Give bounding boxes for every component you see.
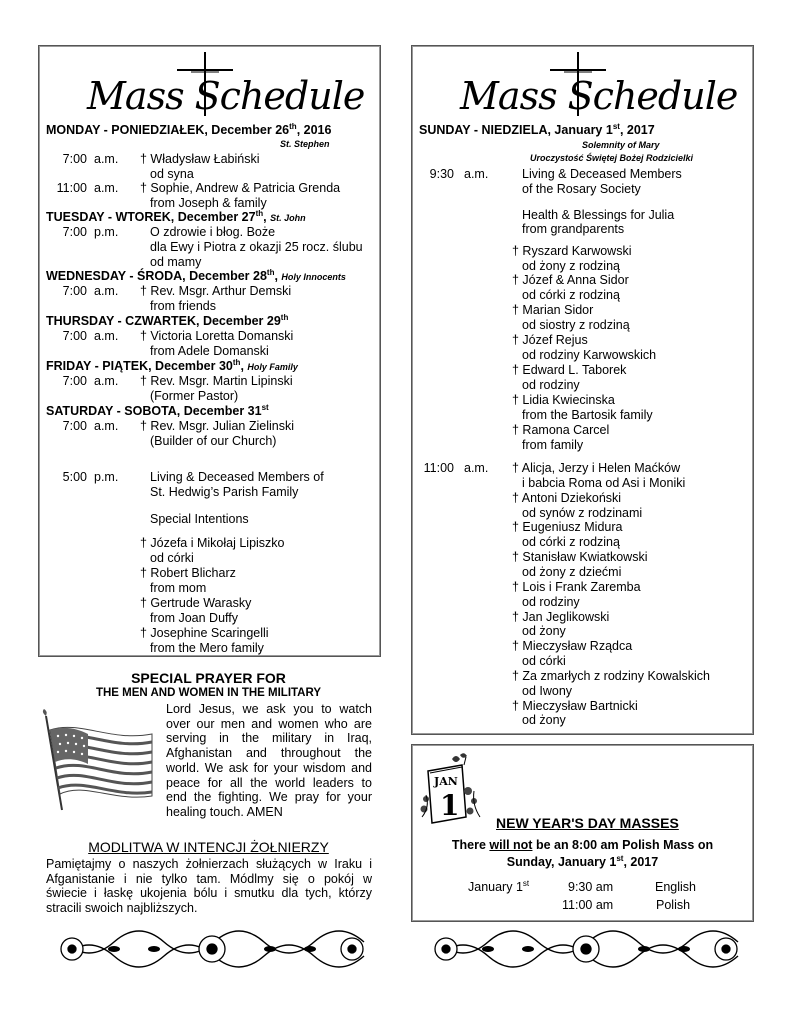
intention-line: od synów z rodzinami: [522, 505, 643, 520]
intention-line: (Builder of our Church): [150, 434, 277, 448]
intention-line: † Josephine Scaringelli: [140, 626, 269, 640]
floral-border-ornament-right: [428, 926, 744, 972]
left-title-text: Mass Schedule: [87, 74, 365, 118]
intention-line: † Władysław Łabiński: [140, 152, 260, 166]
mass-ampm: p.m.: [94, 470, 119, 484]
prayer-line: serving in the military in Iraq,: [166, 731, 372, 746]
calendar-jan-1-icon: [418, 751, 488, 827]
left-title-graphic: [79, 50, 365, 120]
polish-prayer-line: Afganistanie i nie tylko tam. Módlmy się o pokój w: [46, 871, 372, 886]
right-schedule-box: [411, 45, 754, 735]
day-heading: WEDNESDAY - ŚRODA, December 28th, Holy Innocents: [46, 267, 346, 283]
prayer-line: end the fighting. We pray for your: [166, 790, 372, 805]
intention-line: from mom: [150, 581, 207, 595]
intention-line: from family: [522, 438, 584, 452]
intention-line: O zdrowie i błog. Boże: [150, 225, 276, 239]
intention-line: od mamy: [150, 255, 202, 269]
mass-time: 11:00: [56, 181, 87, 195]
intention-line: i babcia Roma od Asi i Moniki: [522, 475, 686, 490]
intention-line: † Gertrude Warasky: [140, 596, 252, 610]
intention-line: † Rev. Msgr. Martin Lipinski: [140, 374, 293, 388]
american-flag-icon: [40, 708, 156, 812]
intention-line: † Marian Sidor: [512, 303, 594, 317]
intention-line: of the Rosary Society: [522, 182, 641, 196]
intention-line: † Józefa i Mikołaj Lipiszko: [140, 536, 285, 550]
intention-line: od córki z rodziną: [522, 288, 620, 302]
intention-line: from the Mero family: [150, 641, 264, 655]
left-schedule-box: [38, 45, 381, 657]
no-8am-notice-date: Sunday, January 1st, 2017: [506, 853, 659, 869]
new-year-box: [411, 744, 754, 922]
intention-line: od córki z rodziną: [522, 535, 620, 550]
intention-line: † Mieczysław Rządca: [512, 639, 633, 654]
solemnity-note: Solemnity of Mary: [582, 140, 660, 150]
intention-line: † Mieczysław Bartnicki: [512, 698, 638, 713]
feast-name: St. Stephen: [280, 139, 330, 149]
intention-line: † Antoni Dziekoński: [512, 490, 622, 505]
prayer-line: Afghanistan and throughout the: [166, 746, 372, 761]
intention-line: † Alicja, Jerzy i Helen Maćków: [512, 461, 681, 475]
mass-time: 9:30: [429, 167, 454, 181]
intention-line: od siostry z rodziną: [522, 318, 630, 332]
intention-line: † Lidia Kwiecinska: [512, 393, 615, 407]
intention-line: Living & Deceased Members: [522, 167, 682, 181]
right-title-text: Mass Schedule: [460, 74, 738, 118]
no-8am-notice: There will not be an 8:00 am Polish Mass on: [451, 838, 714, 852]
intention-line: from grandparents: [522, 222, 625, 236]
solemnity-note-polish: Uroczystość Świętej Bożej Rodzicielki: [530, 153, 694, 163]
feast-name: Holy Family: [247, 362, 298, 372]
intention-line: † Stanisław Kwiatkowski: [512, 550, 648, 565]
intention-line: od rodziny: [522, 594, 580, 609]
mass-ampm: a.m.: [94, 181, 119, 195]
new-year-language-2: Polish: [656, 898, 691, 912]
intention-line: Living & Deceased Members of: [150, 470, 324, 484]
intention-line: od syna: [150, 167, 194, 181]
polish-prayer-line: Pamiętajmy o naszych żołnierzach służących w Iraku i: [46, 857, 372, 871]
mass-ampm: a.m.: [94, 419, 119, 433]
intention-line: od rodziny Karwowskich: [522, 348, 657, 362]
prayer-heading: SPECIAL PRAYER FOR: [131, 670, 286, 686]
intention-line: od żony z dziećmi: [522, 564, 622, 579]
intention-line: † Victoria Loretta Domanski: [140, 329, 294, 343]
intention-line: od córki: [522, 654, 566, 669]
intention-line: † Ryszard Karwowski: [512, 244, 632, 258]
intention-line: † Rev. Msgr. Julian Zielinski: [140, 419, 294, 433]
calendar-month: JAN: [434, 775, 458, 788]
polish-prayer-line: świecie i łaskę ukojenia bólu i smutku dla tych, którzy: [46, 886, 372, 901]
mass-ampm: a.m.: [94, 374, 119, 388]
intention-line: † Robert Blicharz: [140, 566, 236, 580]
mass-time: 7:00: [62, 374, 87, 388]
intention-line: from friends: [150, 299, 216, 313]
right-title-graphic: [452, 50, 738, 120]
intention-line: † Sophie, Andrew & Patricia Grenda: [140, 181, 341, 195]
prayer-subheading: THE MEN AND WOMEN IN THE MILITARY: [95, 687, 322, 699]
intention-line: † Józef Rejus: [512, 333, 588, 347]
intention-line: † Ramona Carcel: [512, 423, 610, 437]
intention-line: from Adele Domanski: [150, 344, 269, 358]
mass-time: 5:00: [62, 470, 87, 484]
feast-name: Holy Innocents: [281, 272, 346, 282]
new-year-heading: NEW YEAR'S DAY MASSES: [496, 815, 679, 831]
mass-time: 7:00: [62, 225, 87, 239]
intention-line: from Joan Duffy: [150, 611, 239, 625]
new-year-time-1: 9:30 am: [568, 880, 614, 894]
prayer-line: healing touch. AMEN: [166, 804, 283, 819]
sunday-heading: SUNDAY - NIEDZIELA, January 1st, 2017: [419, 121, 655, 137]
polish-prayer-body: [46, 857, 372, 916]
mass-ampm: a.m.: [94, 329, 119, 343]
intention-line: od żony z rodziną: [522, 259, 620, 273]
mass-ampm: a.m.: [464, 167, 489, 181]
mass-time: 7:00: [62, 152, 87, 166]
mass-time: 7:00: [62, 284, 87, 298]
intention-line: od Iwony: [522, 683, 573, 698]
intention-line: † Za zmarłych z rodziny Kowalskich: [512, 668, 710, 683]
intention-line: od żony: [522, 624, 566, 639]
intention-line: od żony: [522, 713, 566, 728]
new-year-language-1: English: [655, 880, 696, 894]
intention-line: † Jan Jeglikowski: [512, 609, 610, 624]
mass-time: 7:00: [62, 329, 87, 343]
calendar-day: 1: [440, 789, 460, 822]
mass-ampm: a.m.: [94, 152, 119, 166]
day-heading: THURSDAY - CZWARTEK, December 29th: [46, 312, 289, 328]
day-heading: FRIDAY - PIĄTEK, December 30th, Holy Family: [46, 357, 298, 373]
prayer-line: world. We ask for your wisdom and: [166, 760, 372, 775]
polish-prayer-line: stracili swoich najbliższych.: [46, 901, 198, 916]
intention-line: Health & Blessings for Julia: [522, 208, 675, 222]
intention-line: dla Ewy i Piotra z okazji 25 rocz. ślubu: [150, 240, 363, 254]
intention-line: from the Bartosik family: [522, 408, 653, 422]
floral-border-ornament-left: [54, 926, 370, 972]
polish-prayer-heading: MODLITWA W INTENCJI ŻOŁNIERZY: [88, 839, 329, 855]
feast-name: St. John: [270, 213, 306, 223]
new-year-time-2: 11:00 am: [562, 898, 614, 912]
intention-line: † Lois i Frank Zaremba: [512, 579, 641, 594]
intention-line: (Former Pastor): [150, 389, 239, 403]
new-year-date: January 1st: [468, 878, 530, 894]
intention-line: † Edward L. Taborek: [512, 363, 627, 377]
intention-line: od rodziny: [522, 378, 580, 392]
day-heading: MONDAY - PONIEDZIAŁEK, December 26th, 2016: [46, 121, 332, 137]
intention-line: † Eugeniusz Midura: [512, 520, 623, 535]
intention-line: † Rev. Msgr. Arthur Demski: [140, 284, 292, 298]
day-heading: TUESDAY - WTOREK, December 27th, St. John: [46, 208, 306, 224]
mass-ampm: p.m.: [94, 225, 119, 239]
prayer-body: [166, 702, 372, 820]
intention-line: † Józef & Anna Sidor: [512, 273, 629, 287]
intention-line: od córki: [150, 551, 194, 565]
mass-time: 11:00: [423, 461, 454, 475]
intention-line: Special Intentions: [150, 512, 249, 526]
mass-ampm: a.m.: [94, 284, 119, 298]
mass-time: 7:00: [62, 419, 87, 433]
prayer-line: peace for all the world leaders to: [166, 775, 372, 790]
intention-line: St. Hedwig’s Parish Family: [150, 485, 299, 499]
intention-line: from Joseph & family: [150, 196, 267, 210]
prayer-line: Lord Jesus, we ask you to watch: [166, 702, 372, 716]
mass-ampm: a.m.: [464, 461, 489, 475]
prayer-line: over our men and women who are: [166, 716, 372, 731]
day-heading: SATURDAY - SOBOTA, December 31st: [46, 402, 269, 418]
